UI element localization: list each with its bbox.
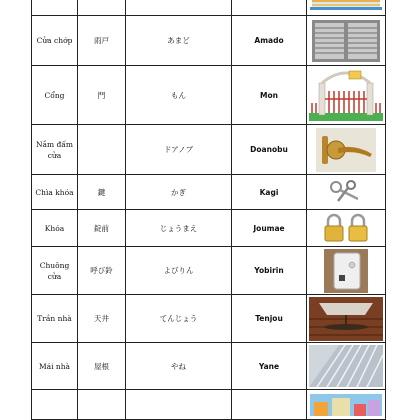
kana-cell: よびりん (126, 247, 232, 295)
keys-icon (326, 179, 366, 205)
table-row (32, 295, 386, 343)
romaji-cell: Yobirin (232, 247, 307, 295)
ceiling-icon (309, 297, 383, 341)
romaji-cell: Yane (232, 343, 307, 390)
romaji-cell (232, 390, 307, 420)
vietnamese-cell: Mái nhà (32, 343, 78, 390)
romaji-cell: Tenjou (232, 295, 307, 343)
kanji-cell (78, 390, 126, 420)
romaji-cell (232, 0, 307, 16)
kana-cell: やね (126, 343, 232, 390)
house-icon (310, 394, 382, 416)
gate-icon (309, 69, 383, 121)
vocabulary-table (31, 0, 386, 420)
vietnamese-cell: Khóa (32, 210, 78, 247)
roof-icon (309, 345, 383, 387)
table-row (32, 0, 386, 16)
table-row (32, 66, 386, 125)
table-row (32, 125, 386, 175)
table-row (32, 175, 386, 210)
door-knob-icon (316, 128, 376, 172)
table-row (32, 343, 386, 390)
vietnamese-cell: Chìa khóa (32, 175, 78, 210)
vietnamese-cell (32, 390, 78, 420)
table-row (32, 210, 386, 247)
vietnamese-cell: Chuông cửa (32, 247, 78, 295)
kana-cell (126, 390, 232, 420)
vietnamese-cell (32, 0, 78, 16)
kanji-cell: 天井 (78, 295, 126, 343)
window-blinds-icon (310, 0, 382, 10)
romaji-cell: Joumae (232, 210, 307, 247)
kana-cell: かぎ (126, 175, 232, 210)
kana-cell: じょうまえ (126, 210, 232, 247)
kana-cell (126, 0, 232, 16)
kanji-cell: 屋根 (78, 343, 126, 390)
kanji-cell: 雨戸 (78, 16, 126, 66)
kanji-cell (78, 125, 126, 175)
vietnamese-cell: Cửa chớp (32, 16, 78, 66)
romaji-cell: Mon (232, 66, 307, 125)
romaji-cell: Kagi (232, 175, 307, 210)
kana-cell: ドアノブ (126, 125, 232, 175)
table-row (32, 16, 386, 66)
romaji-cell: Amado (232, 16, 307, 66)
vietnamese-cell: Cổng (32, 66, 78, 125)
kana-cell: あまど (126, 16, 232, 66)
vietnamese-cell: Nắm đấm cửa (32, 125, 78, 175)
vietnamese-cell: Trần nhà (32, 295, 78, 343)
kanji-cell: 錠前 (78, 210, 126, 247)
kanji-cell (78, 0, 126, 16)
kanji-cell: 呼び鈴 (78, 247, 126, 295)
table-row (32, 390, 386, 420)
kanji-cell: 門 (78, 66, 126, 125)
kana-cell: てんじょう (126, 295, 232, 343)
table-row (32, 247, 386, 295)
romaji-cell: Doanobu (232, 125, 307, 175)
shutter-icon (311, 19, 381, 63)
padlock-icon (322, 213, 370, 243)
kanji-cell: 鍵 (78, 175, 126, 210)
doorbell-icon (324, 249, 368, 293)
kana-cell: もん (126, 66, 232, 125)
